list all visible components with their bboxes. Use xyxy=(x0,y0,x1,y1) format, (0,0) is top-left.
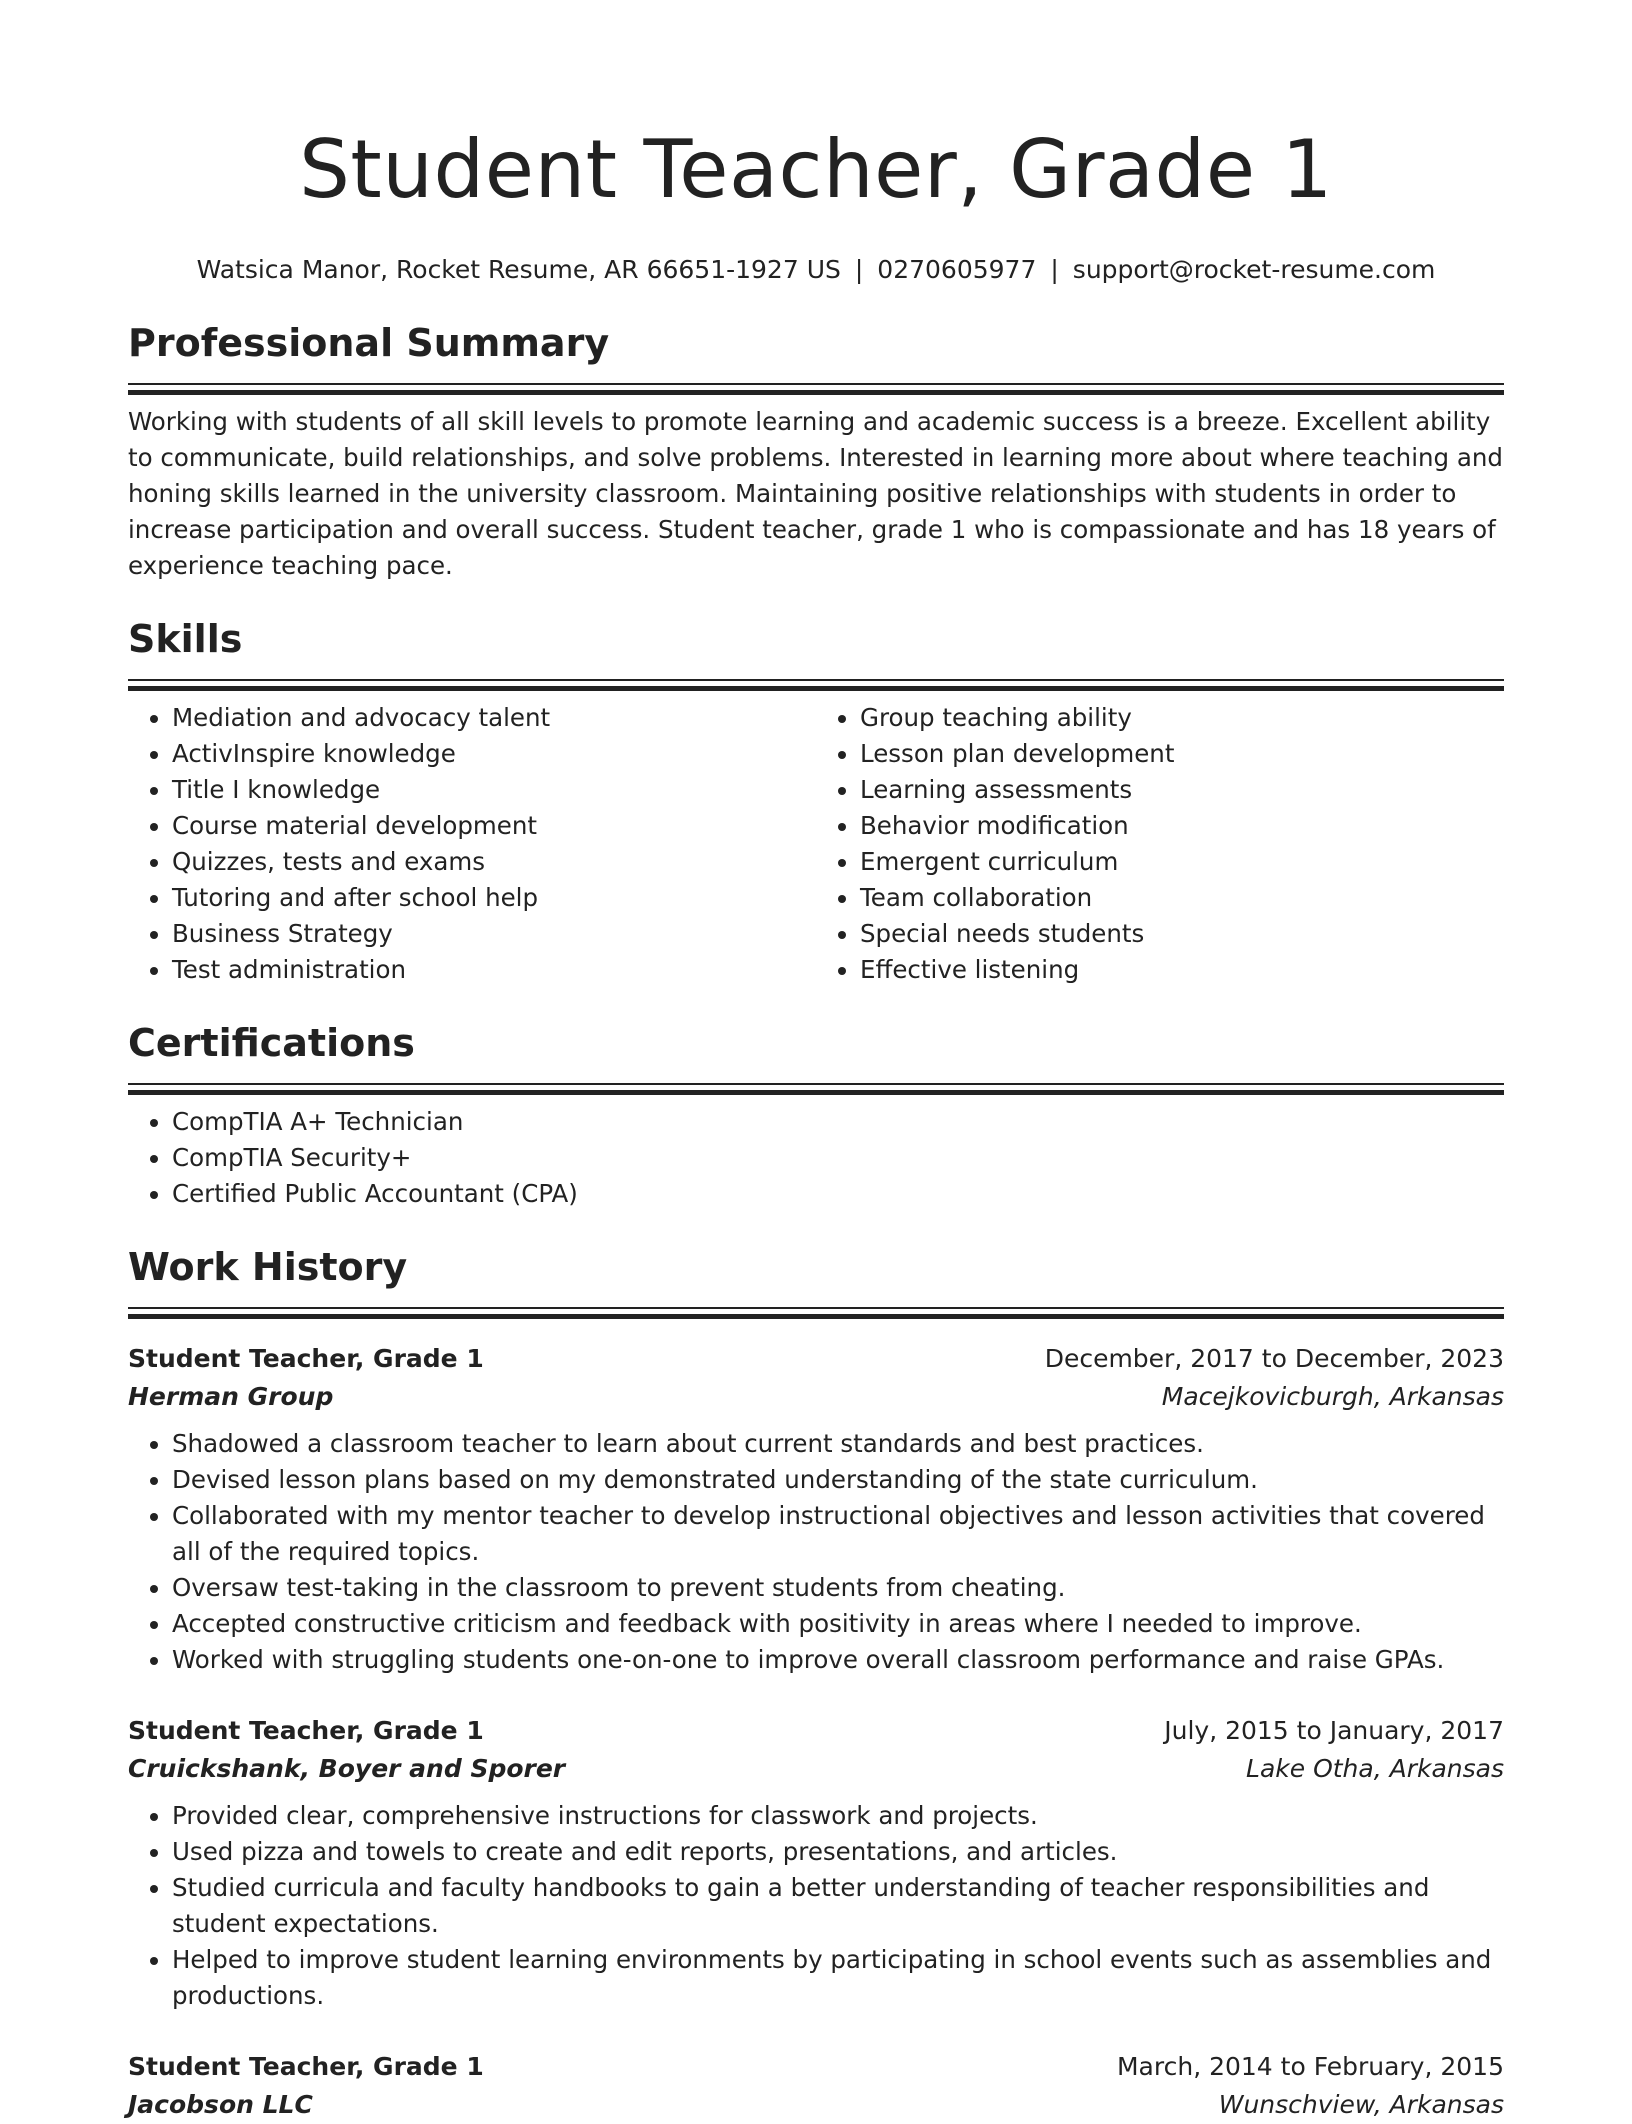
skills-list-right xyxy=(816,700,1504,988)
job-company: Herman Group xyxy=(128,1382,334,1411)
skill-item: • Effective listening xyxy=(860,952,1504,988)
job-bullet: • Worked with struggling students one-on-one to improve overall classroom performance and raise GPAs. xyxy=(172,1642,1504,1678)
contact-email: support@rocket-resume.com xyxy=(1072,255,1436,284)
certification-item: • CompTIA A+ Technician xyxy=(172,1104,1504,1140)
skill-item: • Learning assessments xyxy=(860,772,1504,808)
job-location: Macejkovicburgh, Arkansas xyxy=(1161,1382,1504,1411)
contact-phone: 0270605977 xyxy=(877,255,1037,284)
job-bullets xyxy=(128,1798,1504,2014)
certification-item: • Certified Public Accountant (CPA) xyxy=(172,1176,1504,1212)
certifications-section xyxy=(128,1018,1504,1212)
job-header xyxy=(128,1712,1504,1750)
section-title-work-history: Work History xyxy=(128,1245,408,1289)
job-bullet: • Provided clear, comprehensive instructions for classwork and projects. xyxy=(172,1798,1504,1834)
skills-columns xyxy=(128,700,1504,988)
job-company: Jacobson LLC xyxy=(128,2090,313,2119)
job-header xyxy=(128,1340,1504,1378)
resume-page xyxy=(128,0,1504,2119)
summary-text: Working with students of all skill levels to promote learning and academic success is a breeze. Excellent ability to communicate, build relationships, and solve problems. Interested in learning more about where teaching and honing skills learned in the university classroom. Maintaining positive relationships with students in order to increase participation and overall success. Student teacher, grade 1 who is compassionate and has 18 years of experience teaching pace. xyxy=(128,407,1503,580)
certifications-list xyxy=(128,1104,1504,1212)
section-divider xyxy=(128,1083,1504,1094)
skill-item: • Team collaboration xyxy=(860,880,1504,916)
skill-item: • Emergent curriculum xyxy=(860,844,1504,880)
section-divider xyxy=(128,383,1504,394)
job-bullet: • Helped to improve student learning environments by participating in school events such as assemblies and productions. xyxy=(172,1942,1504,2014)
job-company: Cruickshank, Boyer and Sporer xyxy=(128,1754,566,1783)
job-bullets xyxy=(128,1426,1504,1678)
skill-item: • Lesson plan development xyxy=(860,736,1504,772)
work-history-section xyxy=(128,1242,1504,2124)
section-divider xyxy=(128,1307,1504,1318)
job-location: Lake Otha, Arkansas xyxy=(1246,1754,1504,1783)
skill-item: • Special needs students xyxy=(860,916,1504,952)
job-bullet: • Studied curricula and faculty handbooks to gain a better understanding of teacher responsibilities and student expectations. xyxy=(172,1870,1504,1942)
job-header xyxy=(128,2048,1504,2086)
job-subheader xyxy=(128,2086,1504,2124)
job-title: Student Teacher, Grade 1 xyxy=(128,1716,484,1745)
job-subheader xyxy=(128,1750,1504,1788)
job-bullet: • Used pizza and towels to create and edit reports, presentations, and articles. xyxy=(172,1834,1504,1870)
job-entry xyxy=(128,1712,1504,2014)
skill-item: • Group teaching ability xyxy=(860,700,1504,736)
skill-item: • ActivInspire knowledge xyxy=(172,736,816,772)
contact-line xyxy=(128,252,1504,288)
job-dates: December, 2017 to December, 2023 xyxy=(1044,1344,1504,1373)
job-dates: March, 2014 to February, 2015 xyxy=(1116,2052,1504,2081)
contact-separator: | xyxy=(854,255,864,284)
section-divider xyxy=(128,679,1504,690)
contact-address: Watsica Manor, Rocket Resume, AR 66651-1927 US xyxy=(196,255,841,284)
job-subheader xyxy=(128,1378,1504,1416)
job-location: Wunschview, Arkansas xyxy=(1218,2090,1504,2119)
skill-item: • Mediation and advocacy talent xyxy=(172,700,816,736)
skill-item: • Business Strategy xyxy=(172,916,816,952)
job-title: Student Teacher, Grade 1 xyxy=(128,1344,484,1373)
section-title-skills: Skills xyxy=(128,617,243,661)
skill-item: • Test administration xyxy=(172,952,816,988)
job-bullet: • Accepted constructive criticism and feedback with positivity in areas where I needed to improve. xyxy=(172,1606,1504,1642)
certification-item: • CompTIA Security+ xyxy=(172,1140,1504,1176)
section-title-certifications: Certifications xyxy=(128,1021,415,1065)
job-bullet: • Devised lesson plans based on my demonstrated understanding of the state curriculum. xyxy=(172,1462,1504,1498)
professional-summary-section xyxy=(128,318,1504,584)
skill-item: • Quizzes, tests and exams xyxy=(172,844,816,880)
section-title-summary: Professional Summary xyxy=(128,321,610,365)
job-entry xyxy=(128,1340,1504,1678)
skills-section xyxy=(128,614,1504,988)
job-dates: July, 2015 to January, 2017 xyxy=(1164,1716,1504,1745)
job-title: Student Teacher, Grade 1 xyxy=(128,2052,484,2081)
skills-list-left xyxy=(128,700,816,988)
candidate-name: Student Teacher, Grade 1 xyxy=(299,123,1333,216)
job-bullet: • Shadowed a classroom teacher to learn about current standards and best practices. xyxy=(172,1426,1504,1462)
job-bullet: • Collaborated with my mentor teacher to develop instructional objectives and lesson activities that covered all of the required topics. xyxy=(172,1498,1504,1570)
job-bullet: • Oversaw test-taking in the classroom to prevent students from cheating. xyxy=(172,1570,1504,1606)
skill-item: • Title I knowledge xyxy=(172,772,816,808)
job-entry xyxy=(128,2048,1504,2124)
skill-item: • Course material development xyxy=(172,808,816,844)
skill-item: • Tutoring and after school help xyxy=(172,880,816,916)
skill-item: • Behavior modification xyxy=(860,808,1504,844)
contact-separator: | xyxy=(1050,255,1059,284)
